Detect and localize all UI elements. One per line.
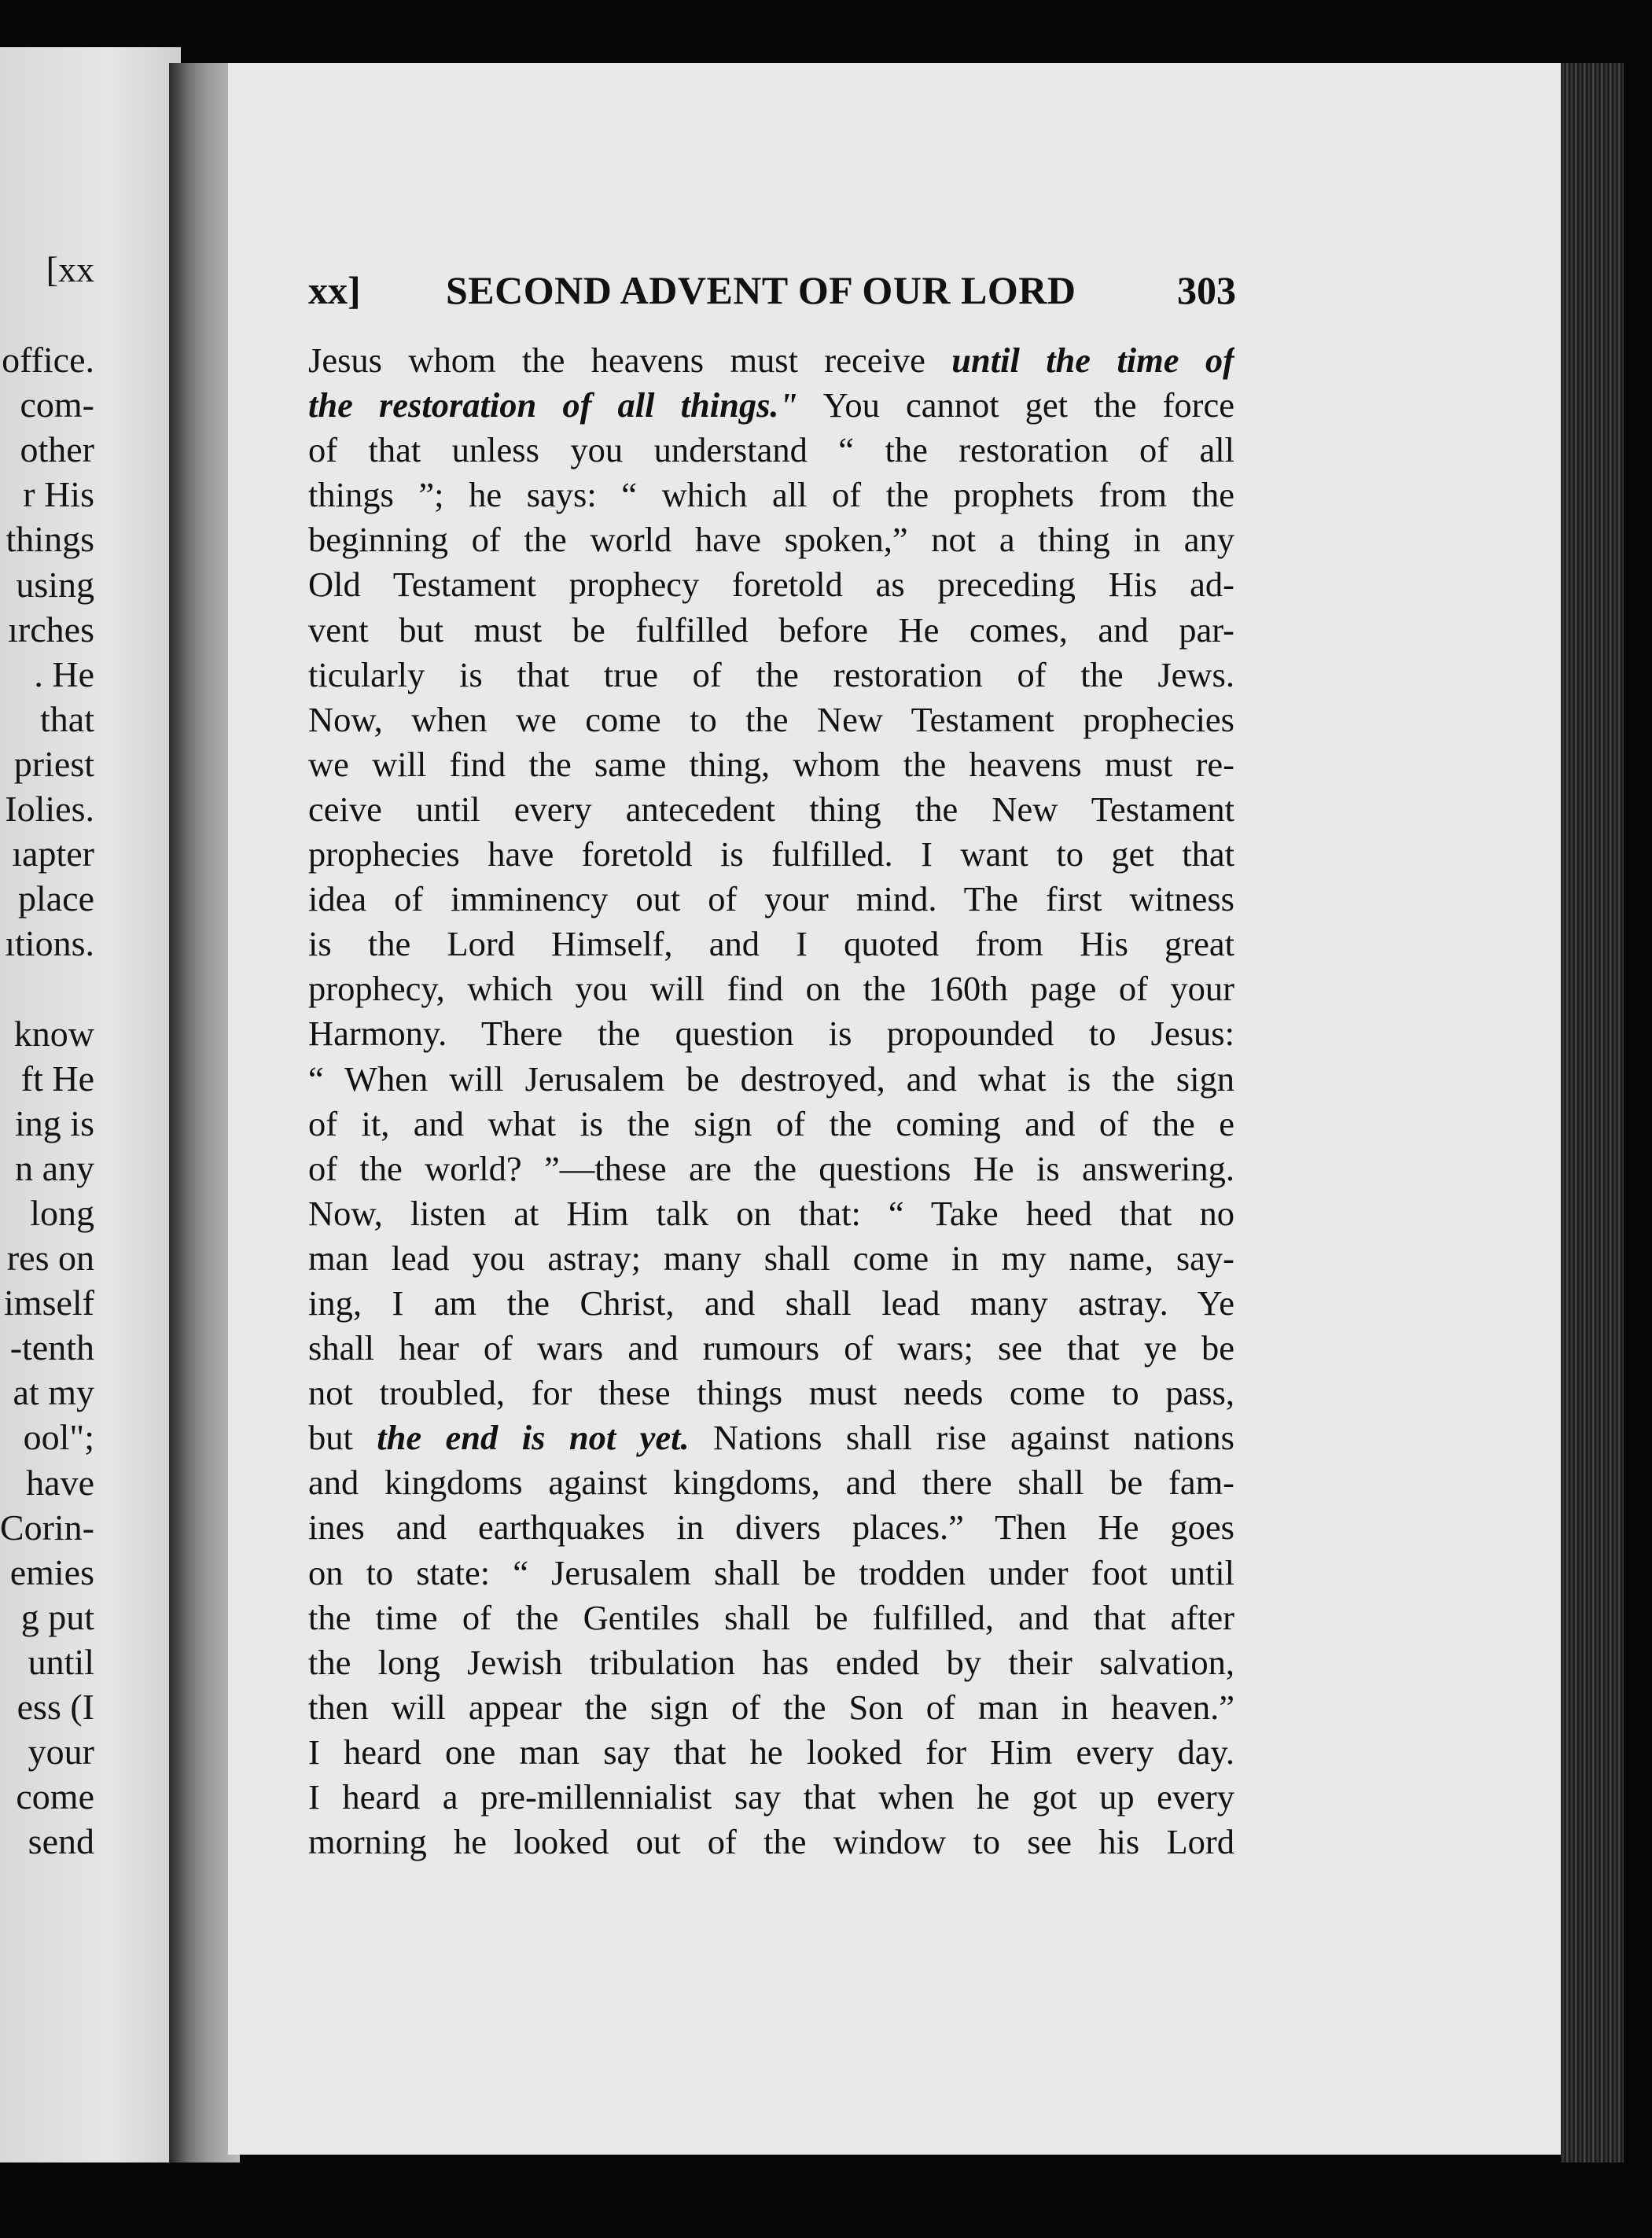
- chapter-marker: xx]: [308, 268, 361, 312]
- text-line: [308, 1326, 1234, 1371]
- text-line: [308, 1505, 1234, 1550]
- left-page-line: -tenth: [9, 1327, 94, 1368]
- left-page-line: ool";: [23, 1417, 94, 1458]
- left-page-line: [xx: [46, 249, 94, 289]
- body-text: [308, 338, 1234, 1864]
- text-line: [308, 1011, 1234, 1056]
- text-run: prophecies have foretold is fulfilled. I want to get that: [308, 834, 1234, 874]
- text-line: [308, 653, 1234, 698]
- text-run: ceive until every antecedent thing the New Testament: [308, 789, 1234, 829]
- text-line: [308, 966, 1234, 1011]
- left-page-line: know: [13, 1013, 94, 1054]
- text-run: You cannot get the force: [798, 385, 1234, 425]
- text-run: but: [308, 1418, 377, 1458]
- text-line: [308, 562, 1234, 607]
- text-run: “ When will Jerusalem be destroyed, and what is the sign: [308, 1058, 1234, 1099]
- text-run: man lead you astray; many shall come in my name, say-: [308, 1238, 1234, 1278]
- text-line: [308, 1371, 1234, 1415]
- page-edges: [1561, 63, 1624, 2163]
- left-page-line: send: [28, 1821, 94, 1862]
- text-run: shall hear of wars and rumours of wars; see that ye be: [308, 1328, 1234, 1368]
- text-line: [308, 922, 1234, 966]
- left-page-line: office.: [2, 340, 94, 380]
- text-run: Harmony. There the question is propounded to Jesus:: [308, 1014, 1234, 1054]
- running-title: SECOND ADVENT OF OUR LORD: [446, 268, 1076, 312]
- left-page-line: place: [17, 878, 94, 919]
- text-line: [308, 517, 1234, 562]
- text-run: morning he looked out of the window to see his Lord: [308, 1822, 1234, 1862]
- text-line: [308, 698, 1234, 742]
- text-run: things ”; he says: “ which all of the prophets from the: [308, 475, 1234, 515]
- left-page-line: your: [28, 1732, 94, 1772]
- left-page-line: long: [30, 1192, 94, 1233]
- text-run: idea of imminency out of your mind. The first witness: [308, 879, 1234, 919]
- italic-emphasis: until the time of: [951, 340, 1234, 380]
- text-line: [308, 877, 1234, 922]
- italic-emphasis: the restoration of all things.": [308, 385, 799, 425]
- text-line: [308, 832, 1234, 877]
- text-line: [308, 383, 1234, 428]
- text-run: of the world? ”—these are the questions He is answering.: [308, 1148, 1234, 1188]
- left-page-line: priest: [13, 743, 94, 784]
- left-page-line: res on: [6, 1238, 94, 1278]
- left-page-line: things: [6, 519, 94, 560]
- text-run: Now, listen at Him talk on that: “ Take heed that no: [308, 1193, 1234, 1233]
- text-run: Nations shall rise against nations: [689, 1418, 1234, 1458]
- text-line: [308, 1775, 1234, 1820]
- left-page-line: ft He: [20, 1058, 94, 1099]
- text-line: [308, 1820, 1234, 1864]
- text-run: Old Testament prophecy foretold as preceding His ad-: [308, 565, 1234, 605]
- text-line: [308, 1147, 1234, 1191]
- left-page-line: . He: [34, 653, 94, 694]
- text-line: [308, 1640, 1234, 1685]
- left-page-line: Iolies.: [5, 789, 94, 829]
- text-line: [308, 742, 1234, 787]
- text-line: [308, 473, 1234, 517]
- text-line: [308, 1551, 1234, 1596]
- text-line: [308, 1596, 1234, 1640]
- text-run: I heard a pre-millennialist say that when he got up every: [308, 1777, 1234, 1817]
- text-line: [308, 1191, 1234, 1236]
- text-run: not troubled, for these things must needs come to pass,: [308, 1373, 1234, 1413]
- text-run: the time of the Gentiles shall be fulfilled, and that after: [308, 1597, 1234, 1637]
- text-line: [308, 1057, 1234, 1102]
- left-page-line: other: [20, 429, 94, 470]
- text-line: [308, 1236, 1234, 1281]
- left-page-line: ess (I: [17, 1687, 94, 1727]
- text-line: [308, 787, 1234, 832]
- text-line: [308, 1415, 1234, 1460]
- text-run: ing, I am the Christ, and shall lead many astray. Ye: [308, 1283, 1234, 1323]
- text-run: the long Jewish tribulation has ended by their salvation,: [308, 1642, 1234, 1682]
- left-page-line: ing is: [15, 1102, 94, 1143]
- text-run: and kingdoms against kingdoms, and there shall be fam-: [308, 1463, 1234, 1503]
- text-line: [308, 1460, 1234, 1505]
- left-page-line: ırches: [8, 609, 94, 650]
- text-run: beginning of the world have spoken,” not a thing in any: [308, 520, 1234, 560]
- text-run: ticularly is that true of the restoration of the Jews.: [308, 654, 1234, 694]
- left-page-line: n any: [15, 1147, 94, 1188]
- text-line: [308, 1102, 1234, 1147]
- text-run: prophecy, which you will find on the 160th page of your: [308, 969, 1234, 1009]
- left-page-line: at my: [13, 1372, 94, 1413]
- left-page-line: until: [28, 1641, 94, 1682]
- left-page-line: g put: [20, 1596, 94, 1637]
- text-run: of it, and what is the sign of the coming and of the e: [308, 1103, 1234, 1143]
- text-line: [308, 608, 1234, 653]
- left-page-line: emies: [9, 1552, 94, 1592]
- left-page-line: com-: [20, 385, 94, 425]
- text-line: [308, 338, 1234, 383]
- left-page-line: have: [26, 1462, 94, 1503]
- text-line: [308, 1685, 1234, 1730]
- left-page-line: come: [16, 1776, 94, 1817]
- text-run: of that unless you understand “ the restoration of all: [308, 430, 1234, 470]
- text-run: I heard one man say that he looked for Him every day.: [308, 1732, 1234, 1772]
- text-line: [308, 1281, 1234, 1326]
- text-run: then will appear the sign of the Son of man in heaven.”: [308, 1687, 1234, 1727]
- left-page-line: ıapter: [12, 834, 94, 874]
- running-header: [308, 267, 1236, 322]
- left-page-fragment: [0, 47, 181, 2163]
- left-page-line: r His: [23, 474, 94, 515]
- text-line: [308, 1730, 1234, 1775]
- italic-emphasis: the end is not yet.: [377, 1418, 690, 1458]
- left-page-line: Corin-: [0, 1507, 94, 1548]
- text-run: Jesus whom the heavens must receive: [308, 340, 952, 380]
- text-run: ines and earthquakes in divers places.” Then He goes: [308, 1507, 1234, 1548]
- page-number: 303: [1177, 268, 1236, 312]
- left-page-line: ıtions.: [5, 923, 94, 964]
- text-run: we will find the same thing, whom the heavens must re-: [308, 744, 1234, 784]
- text-run: Now, when we come to the New Testament prophecies: [308, 699, 1234, 739]
- text-run: is the Lord Himself, and I quoted from His great: [308, 924, 1234, 964]
- left-page-line: using: [16, 564, 94, 605]
- text-run: on to state: “ Jerusalem shall be trodden under foot until: [308, 1552, 1234, 1592]
- text-run: vent but must be fulfilled before He comes, and par-: [308, 609, 1234, 650]
- text-line: [308, 428, 1234, 473]
- left-page-line: imself: [4, 1283, 94, 1323]
- left-page-line: that: [40, 698, 94, 739]
